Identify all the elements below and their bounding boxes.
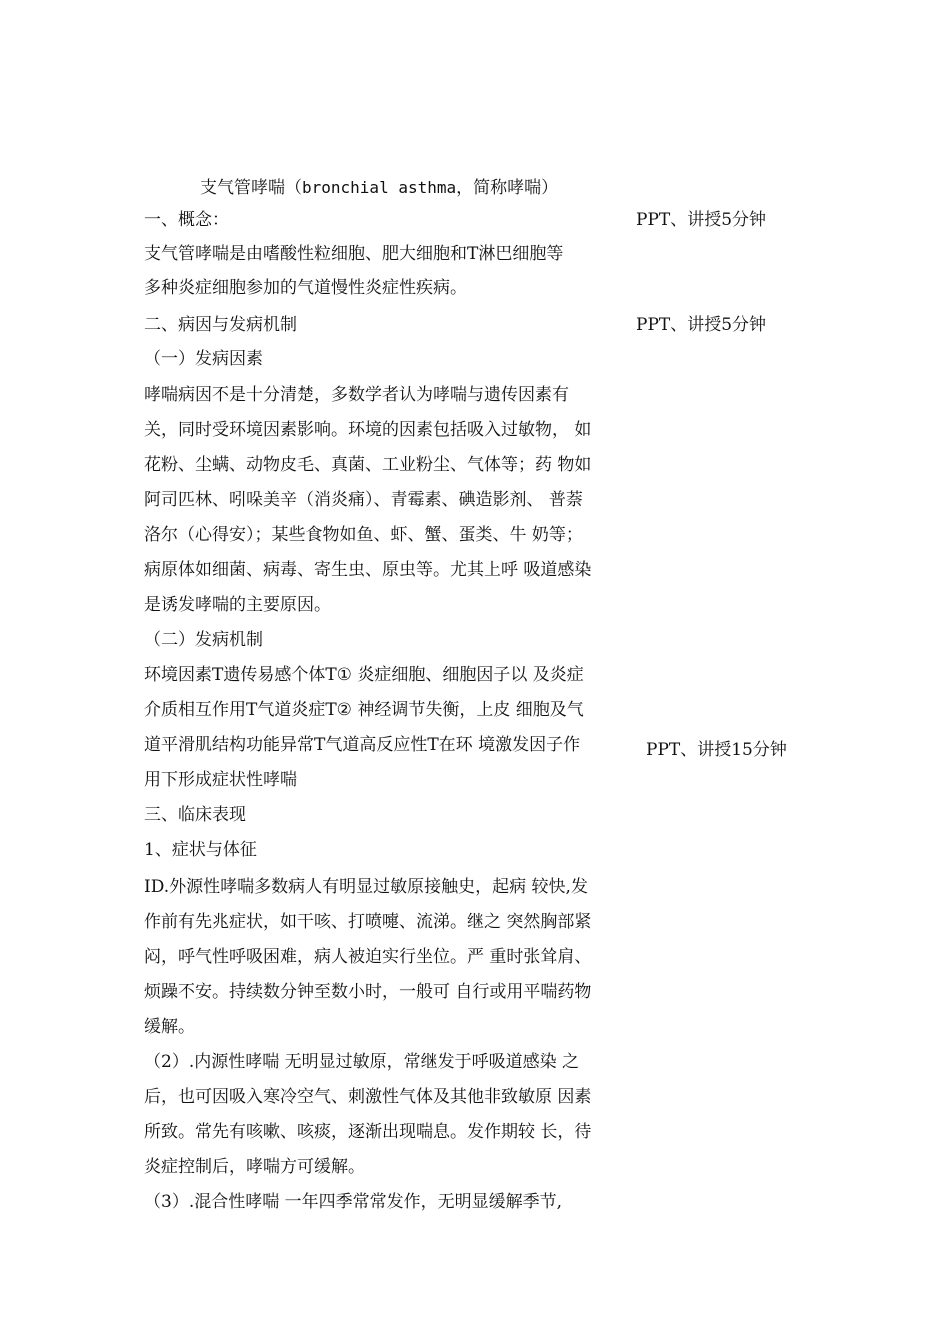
section-heading-concept: 一、概念： [144, 210, 229, 230]
body-line: 介质相互作用T气道炎症T② 神经调节失衡，上皮 细胞及气 [144, 700, 584, 720]
body-line: 道平滑肌结构功能异常T气道高反应性T在环 境激发因子作 [144, 735, 581, 755]
title-prefix: 支气管哮喘（ [200, 178, 302, 198]
body-line: 烦躁不安。持续数分钟至数小时，一般可 自行或用平喘药物 [144, 982, 592, 1002]
body-line: 支气管哮喘是由嗜酸性粒细胞、肥大细胞和T淋巴细胞等 [144, 244, 564, 264]
teaching-note: PPT、讲授5分钟 [636, 315, 767, 335]
title-suffix: ，简称哮喘） [456, 178, 559, 198]
body-line: 是诱发哮喘的主要原因。 [144, 595, 331, 615]
section-heading-etiology: 二、病因与发病机制 [144, 315, 297, 335]
body-line: ID.外源性哮喘多数病人有明显过敏原接触史，起病 较快,发 [144, 877, 588, 897]
body-line: 环境因素T遗传易感个体T① 炎症细胞、细胞因子以 及炎症 [144, 665, 584, 685]
body-line: 阿司匹林、吲哚美辛（消炎痛）、青霉素、碘造影剂、 普萘 [144, 490, 583, 510]
body-line: 所致。常先有咳嗽、咳痰，逐渐出现喘息。发作期较 长，待 [144, 1122, 592, 1142]
title-latin: bronchial asthma [302, 178, 457, 197]
body-line: 关，同时受环境因素影响。环境的因素包括吸入过敏物， 如 [144, 420, 592, 440]
body-line: 后，也可因吸入寒冷空气、刺激性气体及其他非致敏原 因素 [144, 1087, 592, 1107]
section-heading-clinical: 三、临床表现 [144, 805, 246, 825]
body-line: 用下形成症状性哮喘 [144, 770, 297, 790]
body-line: 闷，呼气性呼吸困难，病人被迫实行坐位。严 重时张耸肩、 [144, 947, 592, 967]
subsection-heading-mechanism: （二）发病机制 [144, 630, 263, 650]
body-line: 缓解。 [144, 1017, 195, 1037]
body-line: （2）.内源性哮喘 无明显过敏原，常继发于呼吸道感染 之 [144, 1052, 580, 1072]
teaching-note: PPT、讲授15分钟 [646, 740, 787, 760]
teaching-note: PPT、讲授5分钟 [636, 210, 767, 230]
body-line: 作前有先兆症状，如干咳、打喷嚏、流涕。继之 突然胸部紧 [144, 912, 592, 932]
document-title [200, 177, 558, 199]
body-line: 多种炎症细胞参加的气道慢性炎症性疾病。 [144, 278, 467, 298]
subsection-heading-factors: （一）发病因素 [144, 349, 263, 369]
body-line: （3）.混合性哮喘 一年四季常常发作，无明显缓解季节, [144, 1192, 563, 1212]
body-line: 花粉、尘螨、动物皮毛、真菌、工业粉尘、气体等；药 物如 [144, 455, 592, 475]
body-line: 炎症控制后，哮喘方可缓解。 [144, 1157, 365, 1177]
body-line: 洛尔（心得安）；某些食物如鱼、虾、蟹、蛋类、牛 奶等； [144, 525, 583, 545]
subsection-heading-symptoms: 1、症状与体征 [144, 840, 257, 860]
body-line: 病原体如细菌、病毒、寄生虫、原虫等。尤其上呼 吸道感染 [144, 560, 592, 580]
body-line: 哮喘病因不是十分清楚，多数学者认为哮喘与遗传因素有 [144, 385, 569, 405]
